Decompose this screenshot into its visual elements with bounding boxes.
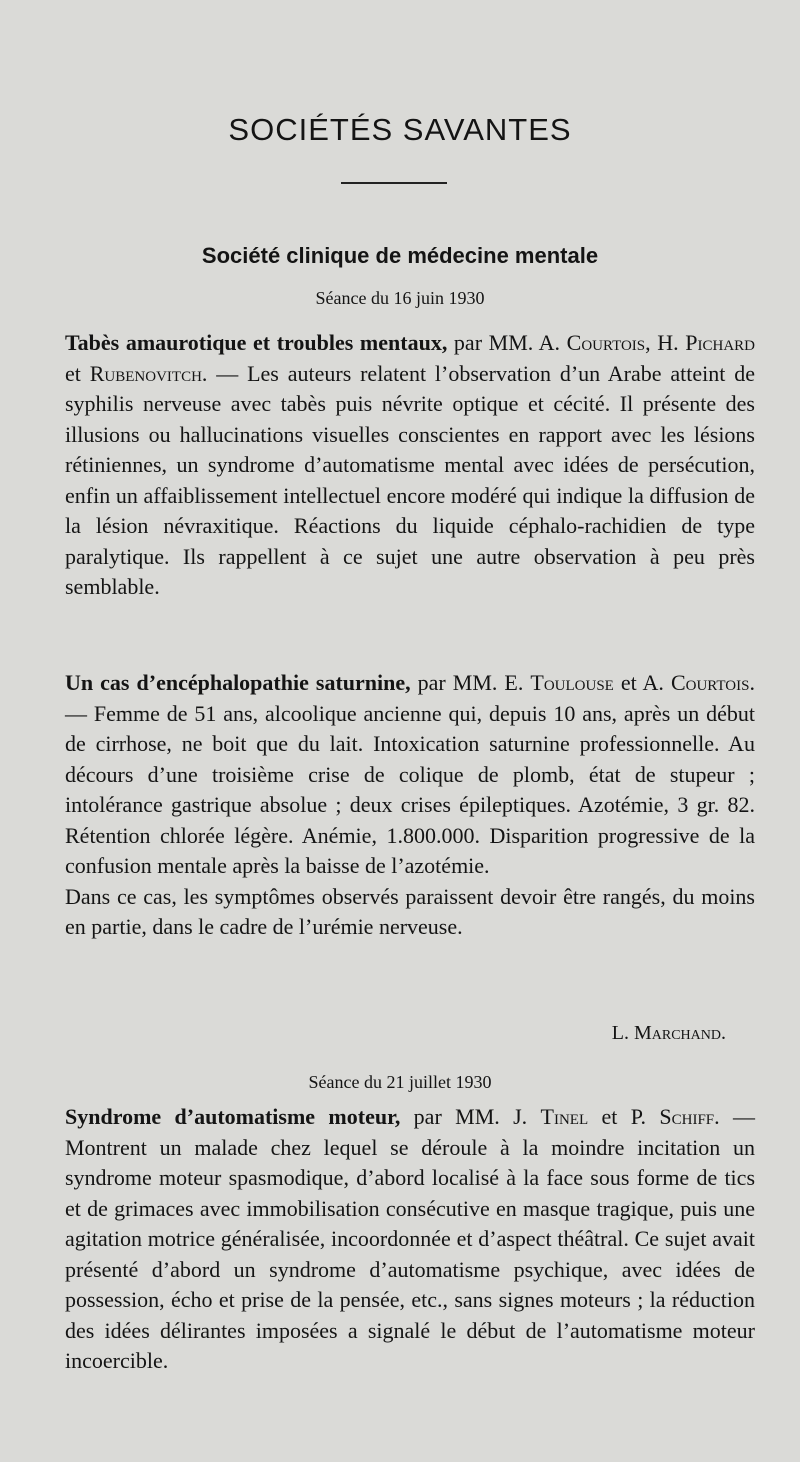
entry-1 — [65, 328, 755, 603]
entry-1-author-3: Rubenovitch — [89, 360, 202, 386]
entry-1-sep-2: et — [65, 360, 90, 386]
entry-3-body: . — Montrent un malade chez lequel se déroule à la moindre incitation un syndrome moteur spasmodique, d’abord localisé à la face sous forme de tics et de grimaces avec immobilisation consécutive en masque tragique, puis une agitation motrice généralisée, incoordonnée et d’aspect théâtral. Ce sujet avait présenté d’abord un syndrome d’automatisme psychique, avec idées de possession, écho et prise de la pensée, etc., sans signes moteurs ; la réduction des idées délirantes imposées a signalé le début de l’automatisme moteur incoercible. — [65, 1104, 755, 1373]
entry-2-authors-pre: par MM. E. — [410, 670, 531, 695]
entry-3-authors-pre: par MM. J. — [400, 1104, 541, 1129]
entry-2-author-1: Toulouse — [530, 670, 614, 695]
entry-2-body: . — Femme de 51 ans, alcoolique ancienne qui, depuis 10 ans, après un début de cirrhose, ne boit que du lait. Intoxication saturnine professionnelle. Au décours d’une troisième crise de colique de plomb, état de stupeur ; intolérance gastrique absolue ; deux crises épileptiques. Azotémie, 3 gr. 82. Rétention chlorée légère. Anémie, 1.800.000. Disparition progressive de la confusion mentale après la baisse de l’azotémie. — [65, 670, 755, 878]
entry-2-sep-1: et A. — [613, 670, 671, 695]
entry-2-title: Un cas d’encéphalopathie saturnine, — [65, 670, 411, 695]
session-date-2: Séance du 21 juillet 1930 — [308, 1072, 492, 1092]
entry-3 — [65, 1102, 755, 1377]
title-rule — [341, 182, 447, 184]
entry-1-body: . — Les auteurs relatent l’observation d’un Arabe atteint de syphilis nerveuse avec tabès puis névrite optique et cécité. Il présente des illusions ou hallucinations visuelles conscientes en rapport avec les lésions rétiniennes, un syndrome d’automatisme mental avec idées de persécution, enfin un affaiblissement intellectuel encore modéré qui indique la diffusion de la lésion névraxitique. Réactions du liquide céphalo-rachidien de type paralytique. Ils rappellent à ce sujet une autre observation à peu près semblable. — [65, 360, 755, 599]
entry-1-paragraph — [65, 328, 755, 603]
entry-3-paragraph — [65, 1102, 755, 1377]
entry-3-author-2: Schiff — [659, 1104, 715, 1129]
entry-3-sep-1: et P. — [588, 1104, 660, 1129]
entry-1-title: Tabès amaurotique et troubles mentaux, — [65, 330, 448, 355]
entry-2-paragraph — [65, 668, 755, 882]
entry-1-sep-1: , H. — [645, 330, 686, 355]
signature: L. Marchand. — [611, 1022, 726, 1044]
society-heading: Société clinique de médecine mentale — [201, 243, 599, 268]
entry-2-paragraph-2: Dans ce cas, les symptômes observés paraissent devoir être rangés, du moins en partie, dans le cadre de l’urémie nerveuse. — [65, 883, 755, 939]
entry-2 — [65, 668, 755, 943]
entry-2-author-2: Courtois — [670, 670, 750, 695]
entry-3-author-1: Tinel — [540, 1104, 589, 1129]
section-title: SOCIÉTÉS SAVANTES — [228, 112, 572, 147]
entry-1-author-2: Pichard — [685, 330, 756, 355]
entry-3-title: Syndrome d’automatisme moteur, — [65, 1104, 401, 1129]
session-date-1: Séance du 16 juin 1930 — [315, 288, 485, 308]
entry-1-author-1: Courtois — [566, 330, 646, 355]
entry-1-authors-pre: par MM. A. — [447, 330, 567, 355]
